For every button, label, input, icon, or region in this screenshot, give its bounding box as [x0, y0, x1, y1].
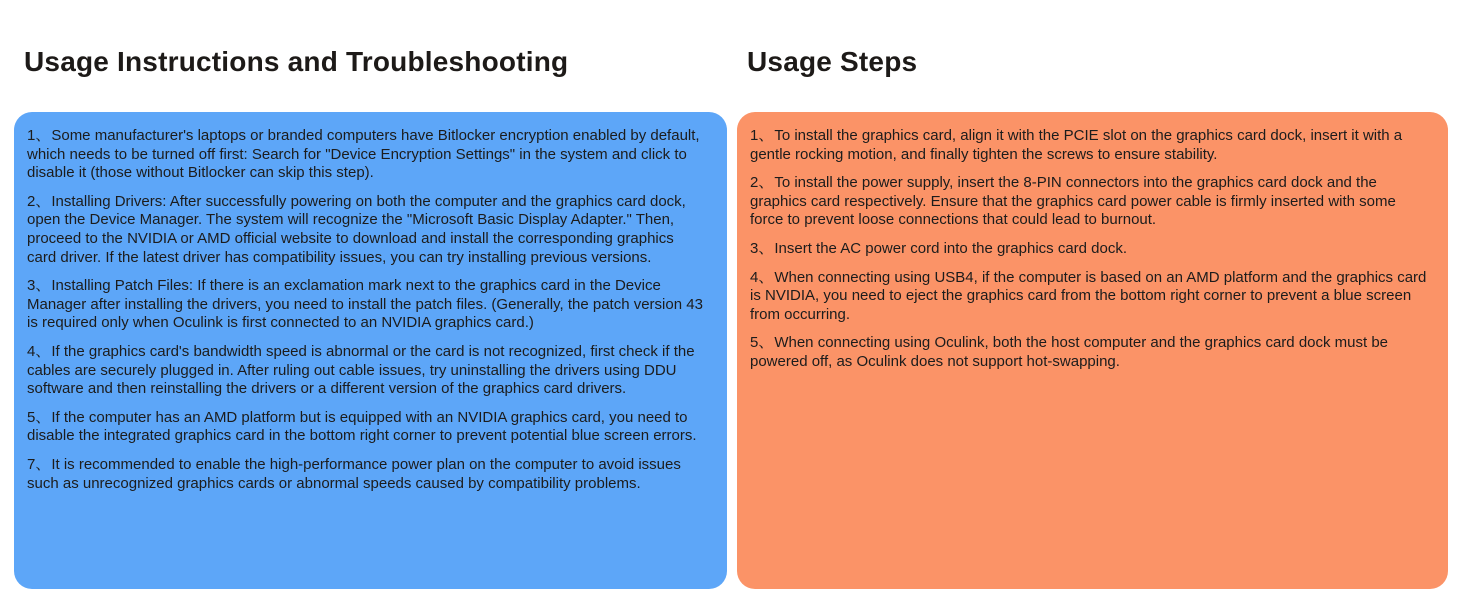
item-text: If the computer has an AMD platform but is equipped with an NVIDIA graphics card, you need to disable the integrated graphics card in the bottom right corner to prevent potential blue screen errors.: [27, 408, 697, 445]
item-number: 3、: [27, 277, 51, 295]
usage-step-item: [750, 240, 1428, 259]
troubleshooting-item: [27, 127, 707, 183]
troubleshooting-panel: [14, 112, 727, 589]
usage-step-item: [750, 174, 1428, 230]
usage-step-item: [750, 269, 1428, 325]
troubleshooting-item: [27, 193, 707, 267]
item-number: 5、: [750, 334, 774, 352]
item-number: 2、: [750, 174, 774, 192]
item-number: 1、: [27, 127, 51, 144]
item-text: Installing Drivers: After successfully powering on both the computer and the graphics card dock, open the Device Manager. The system will recognize the "Microsoft Basic Display Adapter." Then, proceed to the NVIDIA or AMD official website to download and install the corresponding graphics card driver. If the latest driver has compatibility issues, you can try installing previous versions.: [27, 192, 686, 266]
item-text: When connecting using USB4, if the computer is based on an AMD platform and the graphics card is NVIDIA, you need to eject the graphics card from the bottom right corner to prevent a blue screen from occurring.: [750, 268, 1427, 323]
item-number: 3、: [750, 239, 774, 257]
item-text: Some manufacturer's laptops or branded computers have Bitlocker encryption enabled by default, which needs to be turned off first: Search for "Device Encryption Settings" in the system and click to disable it (those without Bitlocker can skip this step).: [27, 127, 700, 182]
troubleshooting-item: [27, 277, 707, 333]
usage-steps-section-title: Usage Steps: [747, 46, 918, 77]
troubleshooting-section-title: Usage Instructions and Troubleshooting: [24, 46, 569, 77]
item-text: To install the power supply, insert the 8-PIN connectors into the graphics card dock and the graphics card respectively. Ensure that the graphics card power cable is firmly inserted with some force to prevent loose connections that could lead to burnout.: [750, 174, 1396, 229]
item-text: When connecting using Oculink, both the host computer and the graphics card dock must be powered off, as Oculink does not support hot-swapping.: [750, 334, 1389, 370]
item-number: 4、: [27, 342, 51, 360]
item-number: 1、: [750, 127, 774, 144]
item-text: Insert the AC power cord into the graphics card dock.: [774, 239, 1128, 257]
item-text: Installing Patch Files: If there is an exclamation mark next to the graphics card in the Device Manager after installing the drivers, you need to install the patch files. (Generally, the patch version 43 is required only when Oculink is first connected to an NVIDIA graphics card.): [27, 277, 703, 332]
item-number: 4、: [750, 268, 774, 286]
item-number: 7、: [27, 455, 51, 473]
item-number: 5、: [27, 408, 51, 426]
usage-steps-panel: [737, 112, 1448, 589]
usage-step-item: [750, 334, 1428, 371]
troubleshooting-item: [27, 409, 707, 446]
item-text: To install the graphics card, align it with the PCIE slot on the graphics card dock, insert it with a gentle rocking motion, and finally tighten the screws to ensure stability.: [750, 127, 1403, 163]
item-text: It is recommended to enable the high-performance power plan on the computer to avoid issues such as unrecognized graphics cards or abnormal speeds caused by compatibility problems.: [27, 455, 681, 492]
item-text: If the graphics card's bandwidth speed is abnormal or the card is not recognized, first check if the cables are securely plugged in. After ruling out cable issues, try uninstalling the drivers using DDU software and then reinstalling the drivers or a different version of the graphics card drivers.: [27, 342, 695, 398]
troubleshooting-item: [27, 343, 707, 399]
usage-step-item: [750, 127, 1428, 164]
item-number: 2、: [27, 192, 51, 210]
troubleshooting-item: [27, 456, 707, 493]
